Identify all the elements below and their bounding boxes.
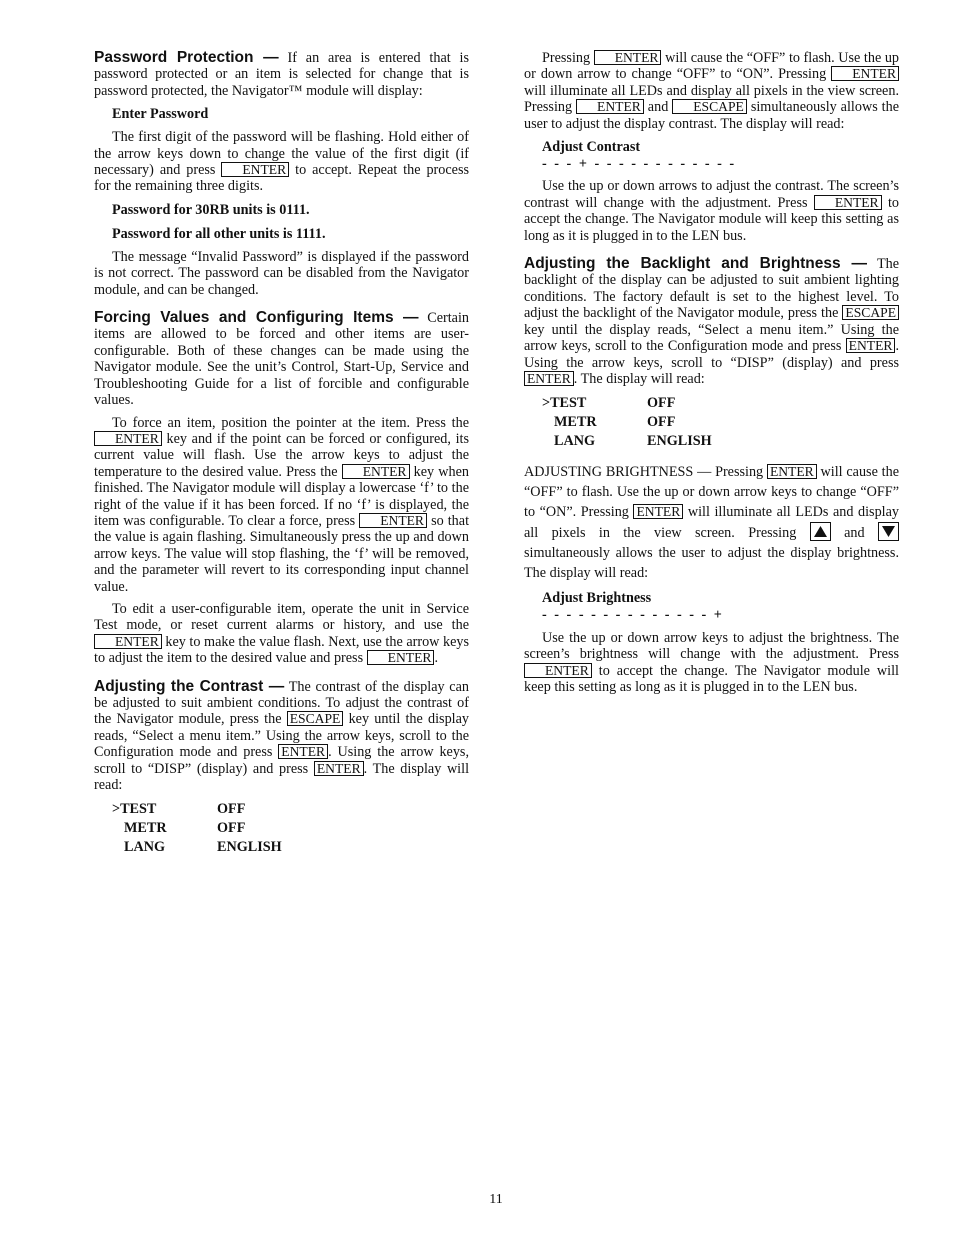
paragraph-text: will illuminate all LEDs and display all pixels in the view screen. Pressing (524, 504, 900, 542)
password-30rb: Password for 30RB units is 0111. (112, 201, 310, 218)
paragraph-text: . Using the arrow keys, scroll to “DISP” (display) and press (94, 744, 469, 777)
enter-key: ENTER (524, 371, 574, 386)
down-arrow-key-icon (878, 522, 899, 541)
menu-item-value: OFF (217, 800, 246, 817)
paragraph-text: The first digit of the password will be flashing. Hold either of the arrow keys down to change the value of the first digit (if necessary) and press (94, 129, 469, 179)
paragraph-text: . The display will read: (94, 760, 470, 794)
adjust-contrast-display: Adjust Contrast (542, 139, 641, 156)
menu-item-name: >TEST (112, 800, 157, 817)
paragraph-text: key to make the value flash. Next, use the arrow keys to adjust the item to the desired value and press (94, 633, 469, 667)
paragraph-text: To edit a user-configurable item, operate the unit in Service Test mode, or reset current alarms or history, and use the (94, 600, 469, 634)
menu-row (112, 818, 282, 837)
enter-key: ENTER (576, 99, 644, 114)
paragraph-text: . Using the arrow keys, scroll to “DISP” (display) and press (524, 338, 899, 371)
paragraph-text: key until the display reads, “Select a menu item.” Using the arrow keys, scroll to the Configuration mode and press (524, 321, 899, 355)
left-column (94, 50, 469, 856)
display-menu-table (112, 799, 282, 856)
paragraph-text: will illuminate all LEDs and display all pixels in the view screen. Pressing (524, 82, 899, 116)
enter-password-display: Enter Password (112, 106, 209, 123)
page-number: 11 (489, 1192, 503, 1207)
paragraph-text: The backlight of the display can be adjusted to suit ambient lighting conditions. The factory default is set to the highest level. To adjust the backlight of the Navigator module, press the (524, 256, 899, 322)
brightness-paragraph (524, 462, 899, 583)
enter-key: ENTER (314, 761, 364, 776)
paragraph-text: key and if the point can be forced or configured, its current value will flash. Use the arrow keys to adjust the temperature to the desired value. Press the (94, 430, 469, 480)
enter-key: ENTER (94, 431, 162, 446)
menu-item-value: OFF (217, 819, 246, 836)
password-instructions (94, 129, 469, 195)
paragraph-text: and (844, 525, 865, 542)
password-other-units: Password for all other units is 1111. (112, 225, 326, 242)
password-protection-heading: Password Protection — (94, 49, 279, 66)
paragraph-text: to accept. Repeat the process for the remaining three digits. (94, 162, 470, 195)
contrast-adjust-paragraph (524, 178, 899, 244)
menu-item-name: METR (124, 819, 167, 836)
paragraph-text: to accept the change. The Navigator module will keep this setting as long as it is plugged in to the LEN bus. (524, 662, 900, 695)
menu-row (542, 412, 712, 431)
menu-row (112, 837, 282, 856)
enter-key: ENTER (94, 634, 162, 649)
menu-item-name: >TEST (542, 394, 587, 411)
enter-key: ENTER (831, 66, 899, 81)
escape-key: ESCAPE (842, 305, 899, 320)
escape-key: ESCAPE (287, 711, 344, 726)
paragraph-text: simultaneously allows the user to adjust the display brightness. The display will read: (524, 545, 899, 582)
contrast-pressing-paragraph (524, 50, 899, 132)
menu-row (542, 431, 712, 450)
enter-key: ENTER (846, 338, 896, 353)
backlight-heading: Adjusting the Backlight and Brightness — (524, 255, 868, 273)
paragraph-text: Pressing (542, 50, 591, 66)
menu-item-value: OFF (647, 413, 676, 430)
menu-item-name: LANG (124, 838, 165, 855)
forcing-values-paragraph (94, 310, 469, 408)
paragraph-text: key when finished. The Navigator module will display a lowercase ‘f’ to the right of the value if it has been forced. If no ‘f’ is displayed, the item was configurable. To clear a force, press (94, 463, 470, 529)
enter-key: ENTER (594, 50, 662, 65)
enter-key: ENTER (367, 650, 435, 665)
paragraph-text: The contrast of the display can be adjusted to suit ambient conditions. To adjust the contrast of the Navigator module, press the (94, 678, 469, 728)
enter-key: ENTER (633, 504, 683, 519)
enter-key: ENTER (524, 663, 592, 678)
brightness-adjust-paragraph (524, 630, 899, 696)
paragraph-text: Certain items are allowed to be forced and other items are user-configurable. Both of these changes can be made using the Navigator module. See the unit’s Control, Start-Up, Service and Troubleshooting Guide for a list of forcible and configurable values. (94, 310, 469, 409)
menu-item-value: ENGLISH (647, 432, 712, 449)
menu-item-name: LANG (554, 432, 595, 449)
paragraph-text: and (647, 99, 669, 116)
paragraph-text: If an area is entered that is password protected or an item is selected for change that is password protected, the Navigator™ module will display: (94, 50, 470, 99)
enter-key: ENTER (767, 464, 817, 479)
brightness-level-bar: - - - - - - - - - - - - - - + (542, 607, 724, 624)
contrast-level-bar: - - - + - - - - - - - - - - - - (542, 156, 737, 173)
menu-row (112, 799, 282, 818)
enter-key: ENTER (278, 744, 328, 759)
edit-item-paragraph: To edit a user-configurable item, operate the unit in Service Test mode, or reset current alarms or history, and use the ENTER key to make the value flash. Next, use the arrow keys to adjust the item to the desired value and press ENTER . (94, 600, 469, 667)
right-column (524, 50, 899, 695)
password-protection-paragraph (94, 50, 469, 99)
menu-row (542, 393, 712, 412)
enter-key: ENTER (359, 513, 427, 528)
up-arrow-key-icon (810, 522, 831, 541)
contrast-heading: Adjusting the Contrast — (94, 677, 285, 695)
enter-key: ENTER (342, 464, 410, 479)
enter-key: ENTER (814, 195, 882, 210)
paragraph-text: will cause the “OFF” to flash. Use the up or down arrow to change “OFF” to “ON”. Pressing (524, 50, 900, 83)
paragraph-text: to accept the change. The Navigator module will keep this setting as long as it is plugged in to the LEN bus. (524, 194, 900, 244)
enter-key: ENTER (221, 162, 289, 177)
paragraph-text: will cause the “OFF” to flash. Use the up or down arrow keys to change “OFF” to “ON”. Pressing (524, 464, 899, 521)
menu-item-name: METR (554, 413, 597, 430)
menu-item-value: ENGLISH (217, 838, 282, 855)
display-menu-table (542, 393, 712, 450)
paragraph-text: so that the value is again flashing. Simultaneously press the up and down arrow keys. The value will stop flashing, the ‘f’ will be removed, and the parameter will revert to its corresponding input channel value. (94, 512, 470, 595)
paragraph-text: simultaneously allows the user to adjust the display contrast. The display will read: (524, 99, 900, 132)
adjust-brightness-display: Adjust Brightness (542, 590, 652, 607)
escape-key: ESCAPE (672, 99, 747, 114)
paragraph-text: Use the up or down arrows to adjust the contrast. The screen’s contrast will change with the adjustment. Press (524, 178, 899, 211)
paragraph-text: . The display will read: (573, 370, 705, 387)
paragraph-text: Use the up or down arrow keys to adjust the brightness. The screen’s brightness will change with the adjustment. Press (524, 629, 899, 663)
forcing-values-heading: Forcing Values and Configuring Items — (94, 309, 419, 327)
paragraph-text: ADJUSTING BRIGHTNESS — Pressing (524, 464, 764, 481)
invalid-password-paragraph: The message “Invalid Password” is displayed if the password is not correct. The password can be disabled from the Navigator module, and can be changed. (94, 248, 469, 298)
paragraph-text: key until the display reads, “Select a menu item.” Using the arrow keys, scroll to the Configuration mode and press (94, 711, 470, 761)
force-item-paragraph (94, 415, 469, 595)
backlight-paragraph (524, 256, 899, 387)
contrast-paragraph (94, 679, 469, 794)
menu-item-value: OFF (647, 394, 676, 411)
paragraph-text: To force an item, position the pointer at the item. Press the (112, 414, 469, 431)
